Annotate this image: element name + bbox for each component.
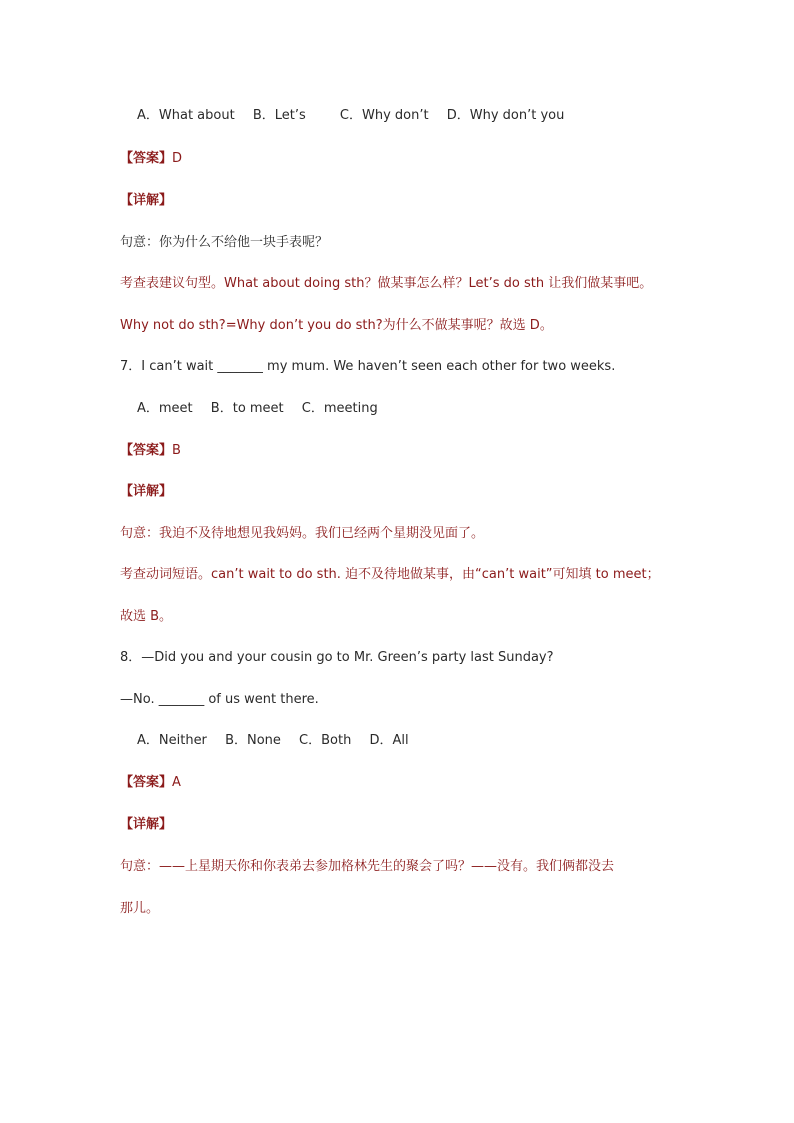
q8-meaning-2: 那儿。 <box>120 901 160 916</box>
q6-option-c: C．Why don’t <box>339 108 429 123</box>
answer-value: B <box>172 443 181 458</box>
q6-meaning: 句意：你为什么不给他一块手表呢？ <box>120 235 329 250</box>
q6-detail-label: 【详解】 <box>120 193 173 208</box>
q7-options <box>137 400 378 418</box>
q8-options <box>137 732 409 750</box>
answer-label: 【答案】 <box>120 151 173 166</box>
q6-explain-1: 考查表建议句型。What about doing sth？做某事怎么样？Let’s do sth 让我们做某事吧。 <box>120 276 653 291</box>
answer-label: 【答案】 <box>120 443 173 458</box>
q6-answer <box>120 150 182 168</box>
q7-option-a: A．meet <box>137 401 193 416</box>
q6-option-d: D．Why don’t you <box>446 108 565 123</box>
q7-explain-1: 考查动词短语。can’t wait to do sth. 迫不及待地做某事，由“can’t wait”可知填 to meet； <box>120 567 660 582</box>
q6-option-a: A．What about <box>137 108 235 123</box>
answer-value: D <box>172 151 183 166</box>
q7-option-b: B．to meet <box>210 401 284 416</box>
q6-explain-2: Why not do sth?=Why don’t you do sth?为什么不做某事呢？故选 D。 <box>120 318 553 333</box>
q8-question: 8．—Did you and your cousin go to Mr. Green’s party last Sunday? <box>120 650 554 665</box>
answer-label: 【答案】 <box>120 775 173 790</box>
q8-option-c: C．Both <box>299 733 352 748</box>
q8-detail-label: 【详解】 <box>120 817 173 832</box>
q6-options <box>137 107 564 125</box>
q8-option-a: A．Neither <box>137 733 207 748</box>
q8-question-2: —No. _______ of us went there. <box>120 692 319 707</box>
q8-option-d: D．All <box>369 733 409 748</box>
q7-option-c: C．meeting <box>301 401 378 416</box>
q8-answer <box>120 774 181 792</box>
q8-meaning-1: 句意：——上星期天你和你表弟去参加格林先生的聚会了吗？——没有。我们俩都没去 <box>120 859 615 874</box>
q7-detail-label: 【详解】 <box>120 484 173 499</box>
q7-question: 7．I can’t wait _______ my mum. We haven’t seen each other for two weeks. <box>120 359 616 374</box>
q7-answer <box>120 442 181 460</box>
q7-meaning: 句意：我迫不及待地想见我妈妈。我们已经两个星期没见面了。 <box>120 526 485 541</box>
q6-option-b: B．Let’s <box>252 108 306 123</box>
answer-value: A <box>172 775 181 790</box>
q8-option-b: B．None <box>225 733 281 748</box>
q7-explain-2: 故选 B。 <box>120 609 173 624</box>
